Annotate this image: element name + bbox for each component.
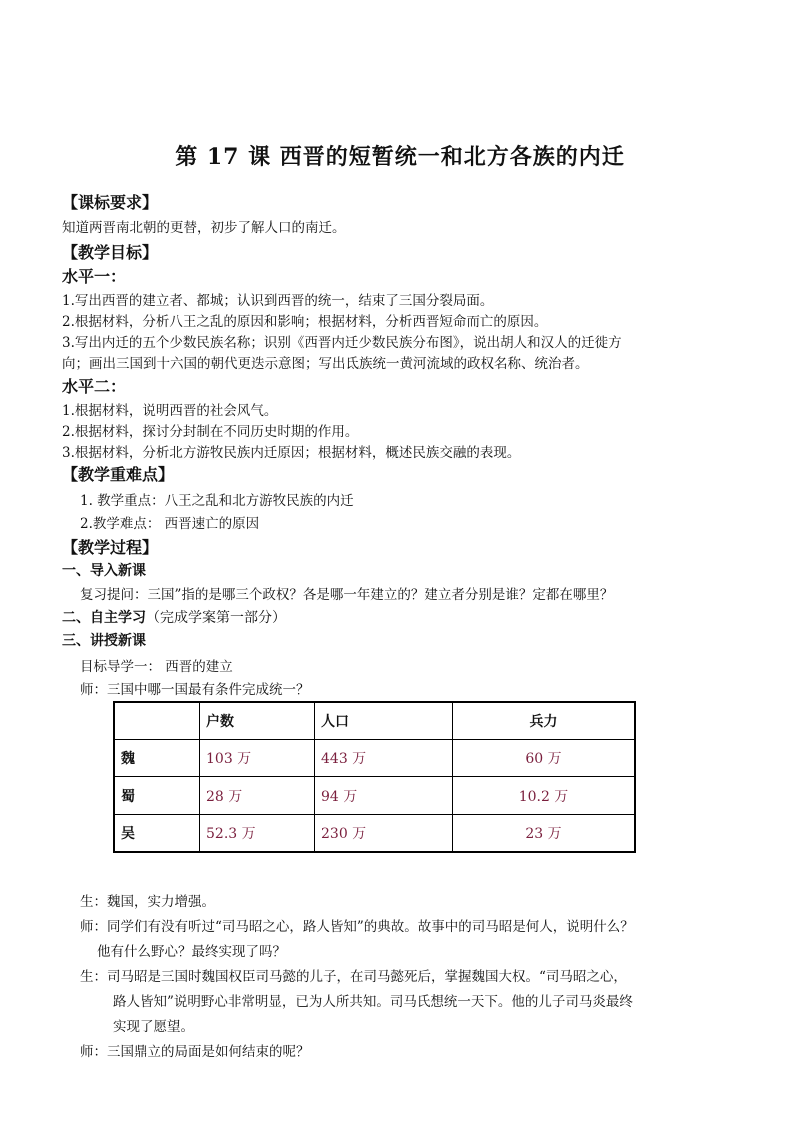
table-header-cell: 人口 xyxy=(315,702,453,740)
kingdom-name: 吴 xyxy=(114,814,200,852)
population-cell: 230 万 xyxy=(315,814,453,852)
objective-line: 向；画出三国到十六国的朝代更迭示意图；写出氐族统一黄河流域的政权名称、统治者。 xyxy=(62,356,589,372)
objective-line: 3.根据材料，分析北方游牧民族内迁原因；根据材料，概述民族交融的表现。 xyxy=(62,445,521,461)
households-cell: 103 万 xyxy=(200,740,315,777)
population-cell: 443 万 xyxy=(315,740,453,777)
troops-cell: 60 万 xyxy=(453,740,636,777)
key-point: 1. 教学重点：八王之乱和北方游牧民族的内迁 xyxy=(80,493,354,509)
objective-line: 2.根据材料，探讨分封制在不同历史时期的作用。 xyxy=(62,424,359,440)
section-heading-key-points: 【教学重难点】 xyxy=(62,465,175,484)
level-two-heading: 水平二： xyxy=(62,377,127,396)
student-answer: 生：司马昭是三国时魏国权臣司马懿的儿子，在司马懿死后，掌握魏国大权。“司马昭之心， xyxy=(80,969,627,985)
table-header-row xyxy=(114,702,635,740)
population-cell: 94 万 xyxy=(315,777,453,814)
table-row xyxy=(114,740,635,777)
teacher-question: 师：三国鼎立的局面是如何结束的呢？ xyxy=(80,1044,310,1060)
step-two-note: （完成学案第一部分） xyxy=(146,610,286,626)
step-three-heading: 三、讲授新课 xyxy=(62,633,146,649)
troops-cell: 23 万 xyxy=(453,814,636,852)
level-one-heading: 水平一： xyxy=(62,267,127,286)
teacher-question: 师：同学们有没有听过“司马昭之心，路人皆知”的典故。故事中的司马昭是何人，说明什么？ xyxy=(80,919,634,935)
objective-line: 2.根据材料，分析八王之乱的原因和影响；根据材料，分析西晋短命而亡的原因。 xyxy=(62,314,548,330)
teacher-question: 师：三国中哪一国最有条件完成统一？ xyxy=(80,682,310,698)
objective-line: 1.根据材料，说明西晋的社会风气。 xyxy=(62,403,278,419)
review-question: 复习提问：三国”指的是哪三个政权？各是哪一年建立的？建立者分别是谁？定都在哪里？ xyxy=(80,587,614,603)
table-row xyxy=(114,814,635,852)
step-one-heading: 一、导入新课 xyxy=(62,563,146,579)
table-row xyxy=(114,777,635,814)
goal-one: 目标导学一： 西晋的建立 xyxy=(80,659,233,675)
households-cell: 52.3 万 xyxy=(200,814,315,852)
table-header-cell: 兵力 xyxy=(453,702,636,740)
student-answer-cont: 实现了愿望。 xyxy=(113,1019,194,1035)
households-cell: 28 万 xyxy=(200,777,315,814)
curriculum-text: 知道两晋南北朝的更替，初步了解人口的南迁。 xyxy=(62,220,346,236)
objective-line: 1.写出西晋的建立者、都城；认识到西晋的统一，结束了三国分裂局面。 xyxy=(62,293,494,309)
section-heading-process: 【教学过程】 xyxy=(62,538,159,557)
student-answer-cont: 路人皆知”说明野心非常明显，已为人所共知。司马氏想统一天下。他的儿子司马炎最终 xyxy=(113,994,633,1010)
student-answer: 生：魏国，实力增强。 xyxy=(80,894,215,910)
kingdom-name: 蜀 xyxy=(114,777,200,814)
three-kingdoms-table xyxy=(113,701,636,853)
section-heading-objectives: 【教学目标】 xyxy=(62,243,159,262)
teacher-question-cont: 他有什么野心？最终实现了吗？ xyxy=(97,944,286,960)
step-two-heading xyxy=(62,607,286,627)
table-header-cell xyxy=(114,702,200,740)
step-two-title: 二、自主学习 xyxy=(62,610,146,626)
section-heading-curriculum: 【课标要求】 xyxy=(62,193,159,212)
troops-cell: 10.2 万 xyxy=(453,777,636,814)
kingdom-name: 魏 xyxy=(114,740,200,777)
lesson-title: 第 17 课 西晋的短暂统一和北方各族的内迁 xyxy=(175,144,625,170)
objective-line: 3.写出内迁的五个少数民族名称；识别《西晋内迁少数民族分布图》，说出胡人和汉人的迁徙方 xyxy=(62,335,622,351)
difficult-point: 2.教学难点： 西晋速亡的原因 xyxy=(80,516,260,532)
table-header-cell: 户数 xyxy=(200,702,315,740)
